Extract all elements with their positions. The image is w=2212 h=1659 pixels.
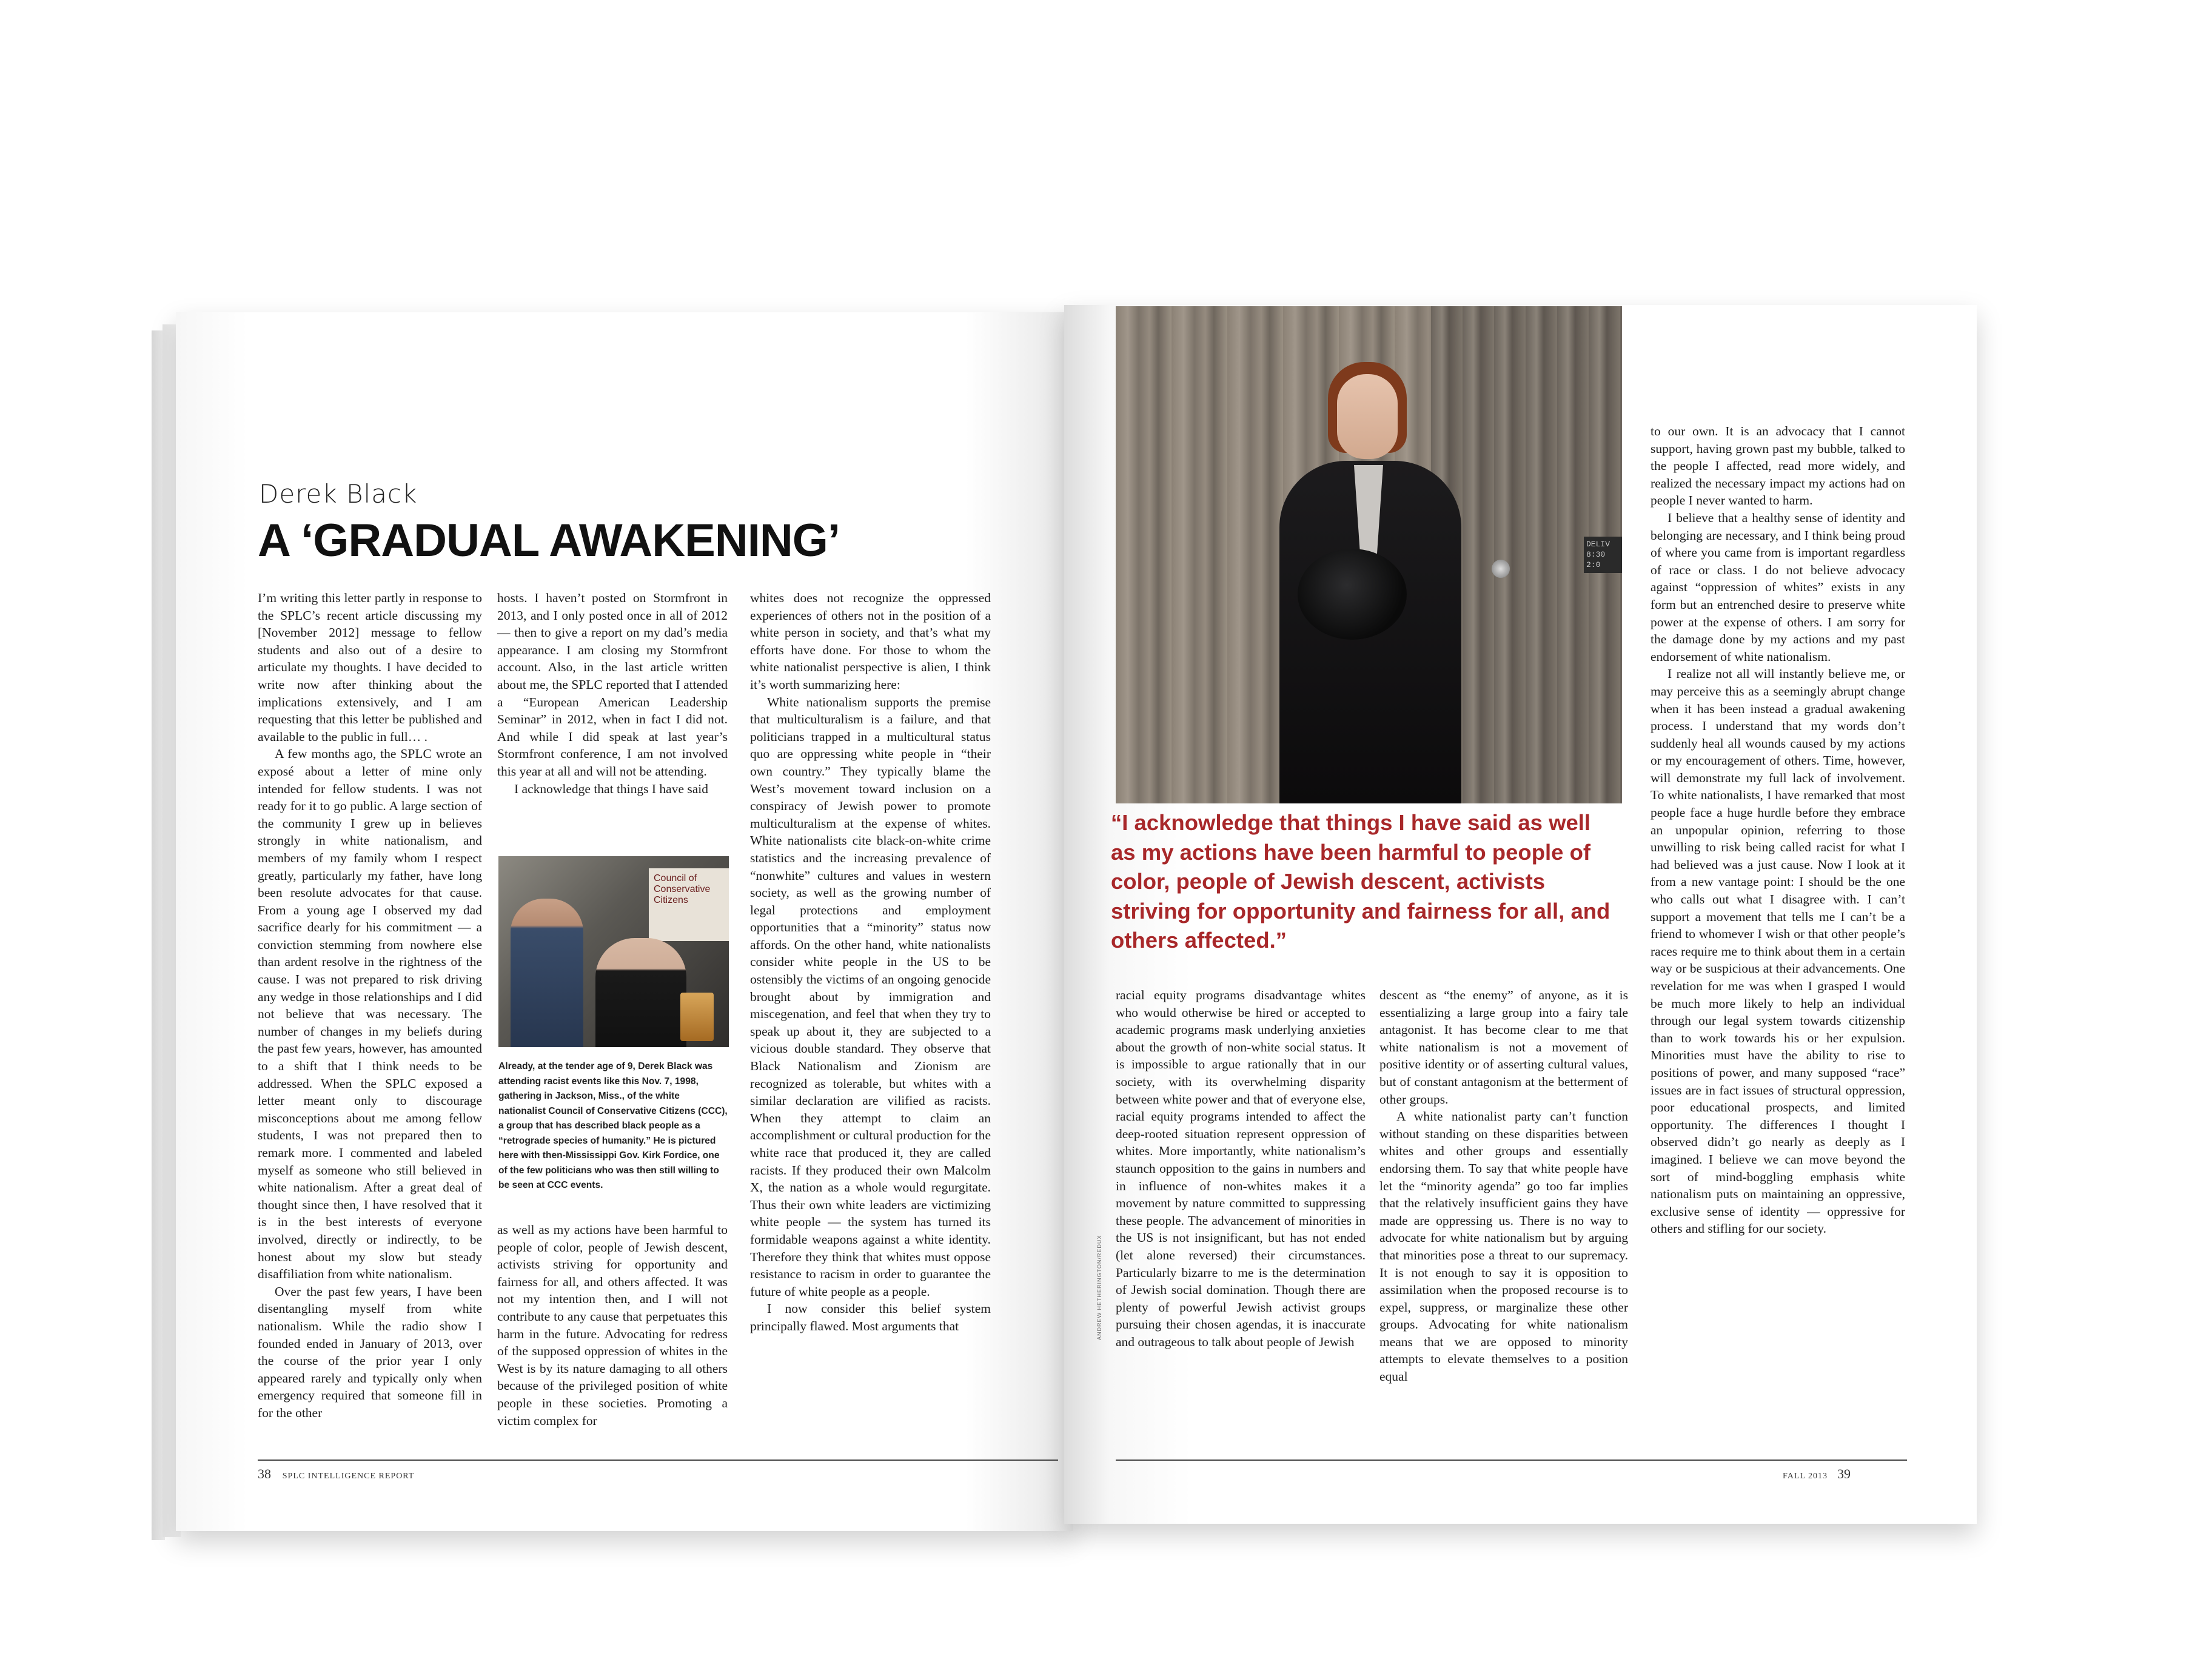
footer-rule: [1116, 1460, 1907, 1461]
paragraph: I realize not all will instantly believe me, or may perceive this as a seemingly abrupt change when it has been instead a gradual awakening process. I understand that my words don’t suddenly heal all wounds caused by my actions or my encouragement of others. Time, however, will demonstrate my full lack of involvement. To white nationalists, I have remarked that most people face a huge hurdle before they embrace an unpopular opinion, referring to those unwilling to risk being called racist for what I had believed was a just cause. Now I look at it from a new vantage point: I should be the one who calls out what I disagree with. I can’t support a movement that tells me I can’t be a friend to whomever I wish or that other people’s races require me to think about them in a certain way or be suspicious at their advancements. One revelation for me was when I grasped I would be much more likely to help an individual through our legal system towards citizenship than to work towards his or her expulsion. Minorities must have the ability to rise to positions of power, and many supposed “race” issues are in fact issues of structural oppression, poor educational prospects, and limited opportunity. The differences I thought I observed didn’t go nearly as deeply as I imagined. I believe we can move beyond the sort of mind-boggling emphasis white nationalism puts on maintaining an oppressive, exclusive sense of identity — oppressive for others and stifling for our society.: [1651, 666, 1905, 1236]
headline: A ‘GRADUAL AWAKENING’: [258, 515, 840, 566]
column-3: [750, 589, 991, 1335]
paragraph: I now consider this belief system principally flawed. Most arguments that: [750, 1301, 991, 1333]
column-6: [1651, 423, 1905, 1238]
publication-name: SPLC INTELLIGENCE REPORT: [282, 1472, 415, 1481]
page-number: 39: [1837, 1466, 1851, 1481]
paragraph: I acknowledge that things I have said: [514, 781, 709, 796]
paragraph: Over the past few years, I have been disentangling myself from white nationalism. While the radio show I founded ended in January of 2013, over the course of the prior year I only appeared rarely and typically only when emergency required that someone fill in for the other: [258, 1284, 482, 1420]
pull-quote: “I acknowledge that things I have said as well as my actions have been harmful to people of color, people of Jewish descent, activists striving for opportunity and fairness for all, and others affected.”: [1111, 810, 1610, 953]
photo-face: [1337, 374, 1398, 459]
paragraph: to our own. It is an advocacy that I cannot support, having grown past my bubble, talked to the people I affected, read more widely, and realized the necessary impact my actions had on people I never wanted to harm.: [1651, 424, 1905, 508]
paragraph: A few months ago, the SPLC wrote an exposé about a letter of mine only intended for fellow students. I was not ready for it to go public. A large section of the community I grew up in believes strongly in white nationalism, and members of my family whom I respect greatly, particularly my father, have long been resolute advocates for that cause. From a young age I observed my dad sacrifice dearly for his commitment — a conviction stemming from nowhere else than ardent resolve in the rightness of the cause. I was not prepared to risk driving any wedge in those relationships and I did not believe that was necessary. The number of changes in my beliefs during the past few years, however, has amounted to a shift that I think needs to be addressed. When the SPLC exposed a letter meant only to discourage misconceptions about me among fellow students, I was not prepared then to remark more. I commented and labeled myself as someone who still believed in white nationalism. After a great deal of thought since then, I have resolved that it is in the best interests of everyone involved, directly or indirectly, to be honest about my slow but steady disaffiliation from white nationalism.: [258, 746, 482, 1282]
photo-hat: [1298, 549, 1407, 640]
photo-credit: ANDREW HETHERINGTON/REDUX: [1096, 1235, 1102, 1340]
photo-glass: [680, 993, 714, 1041]
door-knob: [1492, 560, 1510, 578]
photo-governor: [595, 938, 686, 1047]
footer-rule: [258, 1460, 1058, 1461]
column-5: [1379, 987, 1628, 1386]
column-2: [497, 589, 728, 797]
paragraph: whites does not recognize the oppressed experiences of others not in the position of a white person in society, and that’s what my efforts have done. For those to whom the white nationalist perspective is alien, I think it’s worth summarizing here:: [750, 591, 991, 692]
column-4: [1116, 987, 1366, 1350]
column-1: [258, 589, 482, 1422]
paragraph: I believe that a healthy sense of identity and belonging are necessary, and I think being proud of where you came from is important regardless of race or class. I do not believe advocacy against “oppression of whites” exists in any form but an entrenched desire to preserve white power at the expense of others. I am sorry for the damage done by my actions and my past endorsement of white nationalism.: [1651, 510, 1905, 664]
paragraph: A white nationalist party can’t function without standing on these disparities between whites and other groups and essentially endorsing them. To say that white people have let the “minority agenda” go too far implies that the relatively insufficient gains they have made are oppressing us. There is no way to advocate for white nationalism but by arguing that minorities pose a threat to our supremacy. It is not enough to say it is opposition to assimilation when the proposed recourse is to expel, suppress, or marginalize these other groups. Advocating for white nationalism means that we are opposed to minority attempts to elevate themselves to a position equal: [1379, 1109, 1628, 1384]
issue-season: FALL 2013: [1783, 1472, 1828, 1481]
event-photo: [498, 856, 729, 1047]
page-number: 38: [258, 1466, 271, 1481]
paragraph: hosts. I haven’t posted on Stormfront in 2013, and I only posted once in all of 2012 — then to give a report on my dad’s media appearance. I am closing my Stormfront account. Also, in the last article written about me, the SPLC reported that I attended a “European American Leadership Seminar” in 2012, when in fact I did not. And while I did speak at last year’s Stormfront conference, I am not involved this year at all and will not be attending.: [497, 591, 728, 779]
portrait-photo: [1116, 306, 1622, 803]
paragraph: racial equity programs disadvantage whites who would otherwise be hired or accepted to academic programs mask underlying anxieties about the growth of non-white social status. It is impossible to argue rationally that in our society, with its overwhelming disparity between white power and that of everyone else, racial equity programs intended to affect the deep-rooted situation represent oppression of whites. More importantly, white nationalism’s staunch opposition to the gains in numbers and in influence of non-whites makes it a movement by nature committed to suppressing these people. The advancement of minorities in the US is not insignificant, but has not ended (let alone reversed) their circumstances. Particularly bizarre to me is the determination of Jewish social domination. Though there are plenty of powerful Jewish activist groups pursuing their chosen agendas, it is inaccurate and outrageous to talk about people of Jewish: [1116, 988, 1366, 1349]
door-sign: DELIV 8:30 2:0: [1584, 537, 1622, 573]
left-footer: [258, 1466, 414, 1482]
paragraph: as well as my actions have been harmful to people of color, people of Jewish descent, activists striving for opportunity and fairness for all, and others affected. It was not my intention then, and I will not contribute to any cause that perpetuates this harm in the future. Advocating for redress of the supposed oppression of whites in the West is by its nature damaging to all others because of the privileged position of white people in these societies. Promoting a victim complex for: [497, 1222, 728, 1428]
photo-child: [511, 899, 583, 1047]
column-2-continued: [497, 1221, 728, 1429]
right-footer: [1783, 1466, 1851, 1482]
paragraph: descent as “the enemy” of anyone, as it is essentializing a large group into a fairy tale antagonist. It has become clear to me that white nationalism is not a movement of positive identity or of asserting cultural values, but of constant antagonism at the betterment of other groups.: [1379, 988, 1628, 1107]
photo-caption: Already, at the tender age of 9, Derek Black was attending racist events like this Nov. 7, 1998, gathering in Jackson, Miss., of the white nationalist Council of Conservative Citizens (CCC), a group that has described black people as a “retrograde species of humanity.” He is pictured here with then-Mississippi Gov. Kirk Fordice, one of the few politicians who was then still willing to be seen at CCC events.: [498, 1061, 728, 1190]
author-name: Derek Black: [259, 479, 418, 509]
paragraph: White nationalism supports the premise that multiculturalism is a failure, and that politicians trapped in a multicultural status quo are oppressing white people in “their own country.” They typically blame the West’s movement toward inclusion on a conspiracy of Jewish power to promote multiculturalism at the expense of whites. White nationalists cite black-on-white crime statistics and the increasing prevalence of “nonwhite” cultures and values in western society, as well as the growing number of legal protections and employment opportunities that a “minority” status now affords. On the other hand, white nationalists consider white people in the US to be ostensibly the victims of an ongoing genocide brought about by immigration and miscegenation, and feel that when they try to speak up about it, they are subjected to a vicious double standard. They observe that Black Nationalism and Zionism are recognized as tolerable, but whites with a similar declaration are vilified as racists. When they attempt to claim an accomplishment or cultural production for the white race that produced it, they are called racists. If they produced their own Malcolm X, the nation as a whole would regurgitate. Thus their own white leaders are victimizing white people — the system has turned its formidable weapons against a white identity. Therefore they think that whites must oppose resistance to racism in order to guarantee the future of white people as a people.: [750, 694, 991, 1299]
paragraph: I’m writing this letter partly in response to the SPLC’s recent article discussing my [November 2012] message to fellow students and also out of a desire to articulate my thoughts. I have decided to write now after thinking about the implications extensively, and I am requesting that this letter be published and available to the public in full… .: [258, 591, 482, 744]
ccc-sign: Council of Conservative Citizens: [649, 868, 729, 941]
